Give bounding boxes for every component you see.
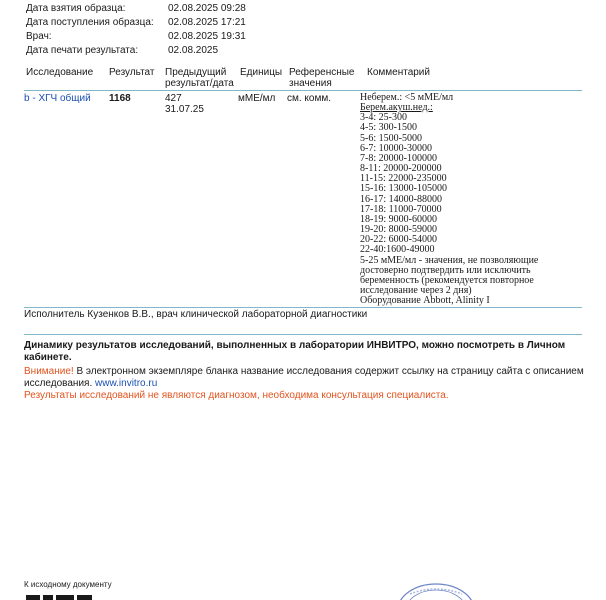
comment-line: 20-22: 6000-54000	[360, 234, 437, 246]
test-name-link[interactable]: b - ХГЧ общий	[24, 93, 91, 104]
header-test: Исследование	[26, 67, 94, 78]
reference: см. комм.	[287, 93, 332, 104]
disclaimer-note: Результаты исследований не являются диагнозом, необходима консультация специалиста.	[24, 390, 449, 401]
comment-line: 18-19: 9000-60000	[360, 213, 437, 225]
comment-line: 11-15: 22000-235000	[360, 173, 447, 185]
comment-line: 17-18: 11000-70000	[360, 203, 442, 215]
meta-label: Дата печати результата:	[26, 45, 139, 56]
warning-label: Внимание!	[24, 366, 74, 377]
row-rule	[24, 307, 582, 308]
comment-line: 3-4: 25-300	[360, 112, 407, 124]
header-comment: Комментарий	[367, 67, 430, 78]
comment-line: Оборудование Abbott, Alinity I	[360, 295, 490, 307]
comment-line: 15-16: 13000-105000	[360, 183, 447, 195]
meta-label: Дата поступления образца:	[26, 17, 154, 28]
comment-line: 4-5: 300-1500	[360, 122, 417, 134]
meta-value: 02.08.2025 09:28	[168, 3, 246, 14]
logo-strip	[26, 594, 96, 600]
header-previous	[165, 67, 234, 89]
comment-line: исследование через 2 дня)	[360, 284, 472, 296]
header-reference	[289, 67, 355, 89]
source-document-note: К исходному документу	[24, 580, 112, 589]
result-value: 1168	[109, 93, 131, 104]
comment-line: достоверно подтвердить или исключить	[360, 264, 531, 276]
comment-line: 5-25 мМЕ/мл - значения, не позволяющие	[360, 254, 539, 266]
comment-line: 5-6: 1500-5000	[360, 132, 422, 144]
meta-value: 02.08.2025 17:21	[168, 17, 246, 28]
comment-line: 8-11: 20000-200000	[360, 163, 442, 175]
dynamics-text: Динамику результатов исследований, выполненных в лаборатории ИНВИТРО, можно посмотреть в Личном кабинете.	[24, 340, 566, 363]
comment-line: 19-20: 8000-59000	[360, 224, 437, 236]
comment-line: беременность (рекомендуется повторное	[360, 274, 534, 286]
previous-result	[165, 93, 204, 115]
section-rule	[24, 334, 582, 335]
header-previous-line2: результат/дата	[165, 78, 234, 89]
previous-date: 31.07.25	[165, 104, 204, 115]
header-previous-line1: Предыдущий	[165, 67, 227, 78]
comment-line: 6-7: 10000-30000	[360, 142, 432, 154]
comment-block	[360, 93, 580, 306]
comment-line: Неберем.: <5 мМЕ/мл	[360, 92, 454, 103]
header-reference-line2: значения	[289, 78, 332, 89]
previous-value: 427	[165, 93, 182, 104]
meta-label: Дата взятия образца:	[26, 3, 126, 14]
units: мМЕ/мл	[238, 93, 276, 104]
header-rule	[24, 90, 582, 91]
header-reference-line1: Референсные	[289, 67, 355, 78]
warning-block	[24, 366, 590, 390]
invitro-link[interactable]: www.invitro.ru	[95, 378, 158, 389]
header-units: Единицы	[240, 67, 283, 78]
comment-line: 16-17: 14000-88000	[360, 193, 442, 205]
stamp-seal	[396, 582, 476, 600]
executor-line: Исполнитель Кузенков В.В., врач клинической лабораторной диагностики	[24, 309, 368, 320]
comment-line: Берем.акуш.нед.:	[360, 102, 433, 114]
header-result: Результат	[109, 67, 155, 78]
warning-text: В электронном экземпляре бланка название исследования содержит ссылку на страницу сайта с описанием исследования.	[24, 366, 584, 389]
comment-line: 22-40:1600-49000	[360, 244, 435, 256]
meta-value: 02.08.2025	[168, 45, 219, 56]
meta-label: Врач:	[26, 31, 52, 42]
meta-value: 02.08.2025 19:31	[168, 31, 246, 42]
comment-line: 7-8: 20000-100000	[360, 152, 437, 164]
